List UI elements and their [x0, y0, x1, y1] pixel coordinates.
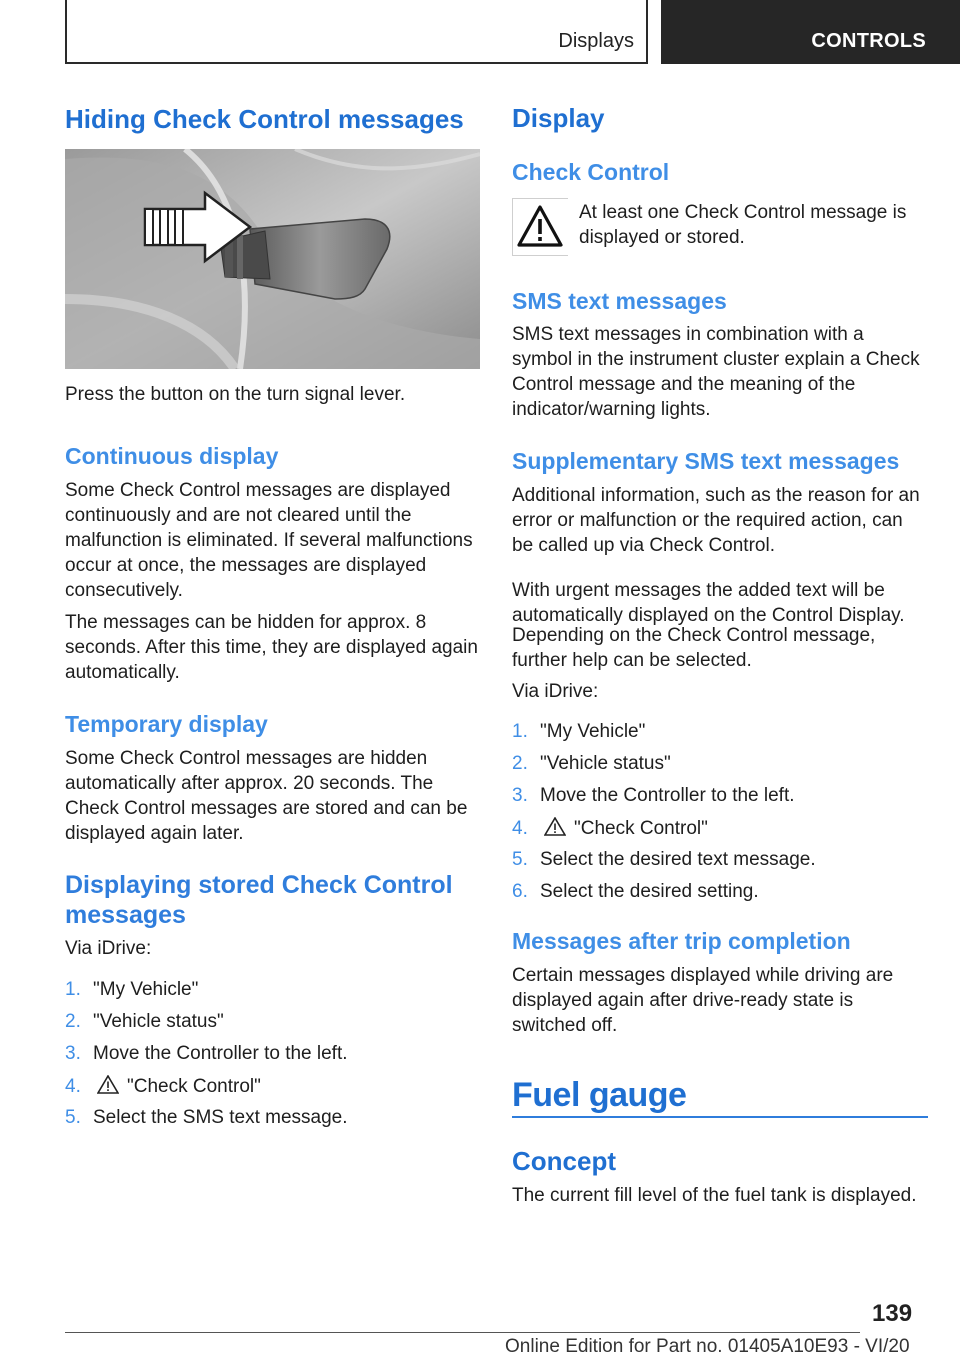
- list-number: 5.: [512, 849, 528, 870]
- paragraph-continuous-2: The messages can be hidden for approx. 8 seconds. After this time, they are displayed again automatically.: [65, 612, 478, 683]
- list-number: 5.: [65, 1107, 81, 1128]
- via-idrive-label: Via iDrive:: [65, 938, 152, 959]
- paragraph-temporary: Some Check Control messages are hidden automatically after approx. 20 seconds. The Check Control messages are stored and can be displayed again later.: [65, 748, 468, 844]
- list-item: [65, 979, 198, 1001]
- list-number: 2.: [512, 753, 528, 774]
- list-text: "Vehicle status": [93, 1011, 224, 1032]
- list-number: 4.: [512, 818, 528, 839]
- list-number: 4.: [65, 1076, 81, 1097]
- heading-stored-line2: messages: [65, 901, 186, 929]
- header-section-label: Displays: [558, 30, 634, 52]
- list-text: Move the Controller to the left.: [93, 1043, 348, 1064]
- section-divider: [512, 1116, 928, 1118]
- list-text: Select the SMS text message.: [93, 1107, 348, 1128]
- section-title-display: Display: [512, 103, 605, 133]
- list-item: [65, 1011, 224, 1033]
- list-item: [65, 1075, 261, 1098]
- heading-sms: SMS text messages: [512, 288, 727, 314]
- list-item: [512, 785, 795, 807]
- list-item: [512, 721, 645, 743]
- warning-triangle-icon: [97, 1075, 119, 1094]
- paragraph-supplementary-1: Additional information, such as the reason for an error or malfunction or the required action, can be called up via Check Control.: [512, 485, 920, 556]
- warning-box: [512, 198, 568, 256]
- list-item: [65, 1043, 348, 1065]
- list-text: "My Vehicle": [540, 721, 646, 742]
- footer-divider: [65, 1332, 860, 1333]
- list-number: 1.: [65, 979, 81, 1000]
- via-idrive-label: Via iDrive:: [512, 681, 599, 702]
- list-item: [512, 753, 671, 775]
- list-item: [512, 849, 816, 871]
- heading-temporary-display: Temporary display: [65, 711, 268, 737]
- list-number: 3.: [65, 1043, 81, 1064]
- heading-concept: Concept: [512, 1146, 616, 1176]
- paragraph-supplementary-3: Depending on the Check Control message, further help can be selected.: [512, 625, 876, 671]
- page-number: 139: [872, 1300, 913, 1327]
- list-text: "Vehicle status": [540, 753, 671, 774]
- paragraph-supplementary-2: With urgent messages the added text will be automatically displayed on the Control Display.: [512, 580, 905, 626]
- header-section-tab: [65, 0, 648, 64]
- heading-stored-line1: Displaying stored Check Control: [65, 871, 453, 899]
- list-text: Select the desired text message.: [540, 849, 816, 870]
- header-chapter-label: CONTROLS: [811, 30, 926, 52]
- list-item: [512, 817, 708, 840]
- paragraph-continuous-1: Some Check Control messages are displayed continuously and are not cleared until the malfunction is eliminated. If several malfunctions occur at once, the messages are displayed consecutively.: [65, 480, 473, 601]
- paragraph-concept: The current fill level of the fuel tank is displayed.: [512, 1185, 917, 1206]
- heading-supplementary-sms: Supplementary SMS text messages: [512, 448, 900, 474]
- header-chapter-tab: [661, 0, 960, 64]
- warning-text-line1: At least one Check Control message is: [579, 202, 907, 223]
- warning-triangle-icon: [513, 199, 567, 255]
- list-number: 1.: [512, 721, 528, 742]
- heading-after-trip: Messages after trip completion: [512, 928, 851, 954]
- paragraph-after-trip: Certain messages displayed while driving are displayed again after drive-ready state is switched off.: [512, 965, 894, 1036]
- list-item: [65, 1107, 348, 1129]
- paragraph-sms: SMS text messages in combination with a symbol in the instrument cluster explain a Check Control message and the meaning of the indicator/warning lights.: [512, 324, 920, 420]
- warning-triangle-icon: [544, 817, 566, 836]
- figure-caption: Press the button on the turn signal lever.: [65, 384, 406, 405]
- heading-check-control: Check Control: [512, 159, 670, 185]
- list-number: 6.: [512, 881, 528, 902]
- section-title-hiding: Hiding Check Control messages: [65, 104, 464, 134]
- list-text: "My Vehicle": [93, 979, 199, 1000]
- list-number: 3.: [512, 785, 528, 806]
- list-text: "Check Control": [127, 1076, 261, 1097]
- list-text: "Check Control": [574, 818, 708, 839]
- warning-text-line2: displayed or stored.: [579, 227, 745, 248]
- heading-continuous-display: Continuous display: [65, 443, 279, 469]
- turn-signal-lever-illustration: [65, 149, 480, 369]
- list-item: [512, 881, 759, 903]
- section-title-fuel-gauge: Fuel gauge: [512, 1076, 687, 1114]
- list-text: Move the Controller to the left.: [540, 785, 795, 806]
- list-number: 2.: [65, 1011, 81, 1032]
- footer-edition: Online Edition for Part no. 01405A10E93 - VI/20: [505, 1336, 910, 1357]
- list-text: Select the desired setting.: [540, 881, 759, 902]
